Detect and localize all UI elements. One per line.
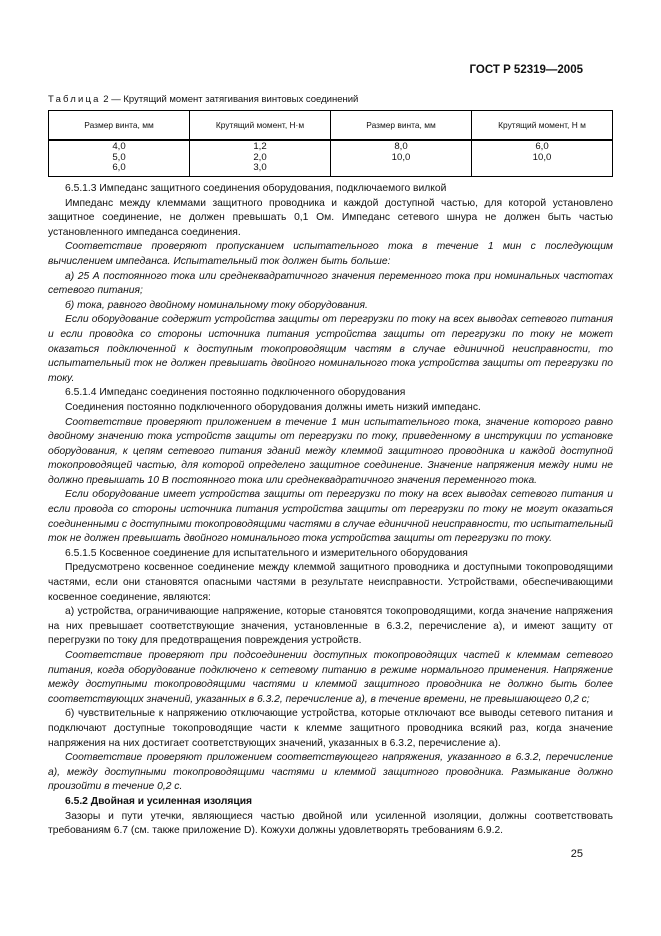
cell-value: 10,0 bbox=[532, 151, 552, 163]
table-caption-title: 2 — Крутящий момент затягивания винтовых соединений bbox=[103, 94, 359, 105]
compliance-paragraph: Если оборудование содержит устройства защиты от перегрузки по току на всех выводах сетевого питания и если проводка со стороны источника питания устройства защиты от перегрузки по току не может оказаться подключенной к доступным токопроводящим частям в случае единичной неисправности, то испытательный ток не должен превышать двойного номинального тока устройства защиты от перегрузки по току. bbox=[48, 314, 613, 384]
cell-value: 4,0 bbox=[112, 141, 126, 152]
paragraph: Предусмотрено косвенное соединение между клеммой защитного проводника и доступными токопроводящими частями, если они становятся опасными частями в результате неисправности. Устройствами, обеспечивающими косвенное соединение, являются: bbox=[48, 562, 613, 603]
list-item-b: б) тока, равного двойному номинальному току оборудования. bbox=[65, 299, 368, 311]
section-heading-6-5-1-4: 6.5.1.4 Импеданс соединения постоянно подключенного оборудования bbox=[65, 387, 406, 399]
page-number: 25 bbox=[570, 848, 583, 860]
col-header-torque-2: Крутящий момент, Н м bbox=[472, 111, 613, 141]
cell-value: 5,0 bbox=[112, 151, 126, 163]
cell-value: 2,0 bbox=[253, 151, 267, 163]
paragraph: Соединения постоянно подключенного оборудования должны иметь низкий импеданс. bbox=[65, 401, 481, 413]
col-header-screw-size-1: Размер винта, мм bbox=[49, 111, 190, 141]
cell-value: 3,0 bbox=[253, 162, 267, 173]
cell-value: 8,0 bbox=[394, 141, 408, 152]
main-text bbox=[48, 182, 613, 839]
section-heading-text: 6.5.2 Двойная и усиленная изоляция bbox=[65, 795, 253, 807]
document-code-header: ГОСТ Р 52319—2005 bbox=[469, 64, 583, 76]
compliance-paragraph: Соответствие проверяют приложением в течение 1 мин испытательного тока, значение которого равно двойному значению тока устройств защиты от перегрузки по току, приведенному в инструкции по установке оборудования, к цепям сетевого питания зданий между клеммой защитного проводника и каждой доступной токопроводящей частью, для которой определено защитное соединение. Значение напряжения между ними не должно превышать 10 В постоянного тока или среднеквадратичного значения переменного тока. bbox=[48, 416, 613, 486]
list-item-b: б) чувствительные к напряжению отключающие устройства, которые отключают все выводы сетевого питания и подключают доступные токопроводящие части к клемме защитного проводника всякий раз, когда значение напряжения на них достигает соответствующих значений, указанных в 6.3.2, перечисление а). bbox=[48, 708, 613, 749]
cell-screw-size-2 bbox=[331, 140, 472, 176]
section-heading-6-5-2 bbox=[48, 795, 613, 810]
compliance-paragraph: Если оборудование имеет устройства защиты от перегрузки по току на всех выводах сетевого питания и если провода со стороны источника питания устройства защиты от перегрузки по току не могут оказаться соединенными с доступными токопроводящими частями в случае единичной неисправности, то испытательный ток не должен превышать двойного номинального тока устройства защиты от перегрузки по току. bbox=[48, 489, 613, 545]
paragraph: Импеданс между клеммами защитного проводника и каждой доступной частью, для которой установлено защитное соединение, не должен превышать 0,1 Ом. Импеданс сетевого шнура не должен быть частью установленного импеданса соединения. bbox=[48, 197, 613, 238]
cell-torque-1 bbox=[190, 140, 331, 176]
compliance-paragraph: Соответствие проверяют при подсоединении доступных токопроводящих частей к клеммам сетевого питания, когда оборудование подключено к сетевому питанию в режиме нормального применения. Напряжение между доступными токопроводящими частями и клеммой защитного проводника не должно быть более соответствующих значений, указанных в 6.3.2, перечисление а), в течение времени, не превышающего 0,2 с; bbox=[48, 650, 613, 705]
cell-value: 6,0 bbox=[535, 141, 549, 152]
cell-screw-size-1 bbox=[49, 140, 190, 176]
compliance-paragraph: Соответствие проверяют приложением соответствующего напряжения, указанного в 6.3.2, перечисление а), между доступными токопроводящими частями и клеммой защитного проводника. Размыкание должно произойти в течение 0,2 с. bbox=[48, 752, 613, 793]
table-row bbox=[49, 140, 613, 176]
list-item-a: а) устройства, ограничивающие напряжение, которые становятся токопроводящими, когда значение напряжения на них превышает соответствующие значения, установленные в 6.3.2, перечисление а), и имеют защиту от перегрузки по току для предотвращения повреждения устройств. bbox=[48, 606, 613, 647]
table-caption-prefix: Таблица bbox=[48, 94, 101, 105]
list-item-a: а) 25 А постоянного тока или среднеквадратичного значения переменного тока при номинальных частотах сетевого питания; bbox=[48, 270, 613, 297]
section-heading-6-5-1-3: 6.5.1.3 Импеданс защитного соединения оборудования, подключаемого вилкой bbox=[65, 183, 447, 194]
col-header-torque-1: Крутящий момент, Н·м bbox=[190, 111, 331, 141]
section-heading-6-5-1-5: 6.5.1.5 Косвенное соединение для испытательного и измерительного оборудования bbox=[65, 547, 468, 559]
col-header-screw-size-2: Размер винта, мм bbox=[331, 111, 472, 141]
table-header-row bbox=[49, 111, 613, 141]
paragraph: Зазоры и пути утечки, являющиеся частью двойной или усиленной изоляции, должны соответствовать требованиям 6.7 (см. также приложение D). Кожухи должны удовлетворять требованиям 6.9.2. bbox=[48, 810, 613, 837]
torque-table bbox=[48, 110, 613, 177]
table-caption bbox=[48, 94, 358, 105]
cell-value: 10,0 bbox=[391, 151, 411, 163]
cell-value: 6,0 bbox=[112, 162, 126, 173]
cell-torque-2 bbox=[472, 140, 613, 176]
compliance-paragraph: Соответствие проверяют пропусканием испытательного тока в течение 1 мин с последующим вычислением импеданса. Испытательный ток должен быть больше: bbox=[48, 241, 613, 267]
cell-value: 1,2 bbox=[253, 141, 267, 152]
